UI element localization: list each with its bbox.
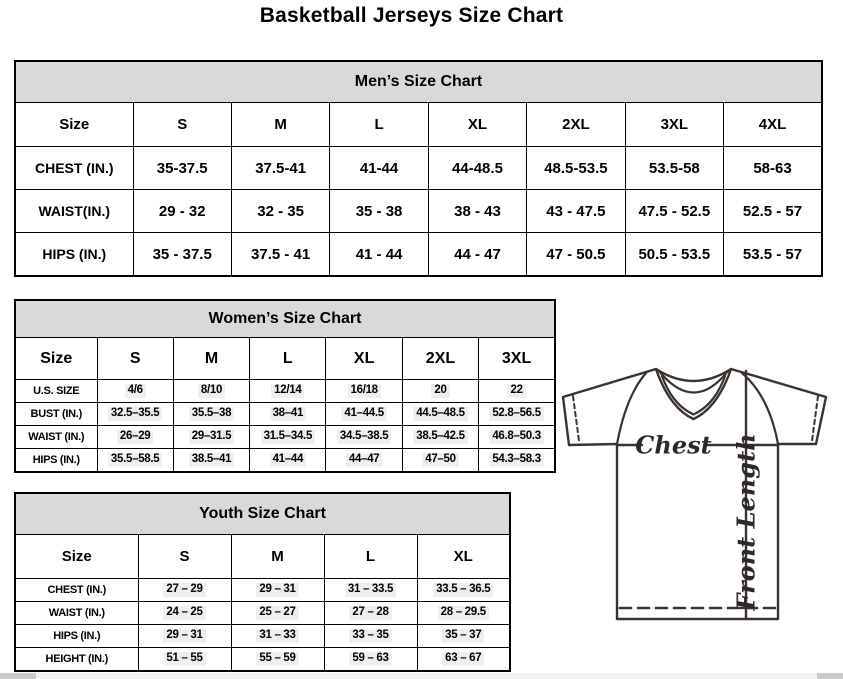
value-cell: 31.5–34.5 [250, 426, 326, 449]
value-cell: 44.5–48.5 [402, 403, 478, 426]
value-cell: 58-63 [724, 147, 822, 190]
value-cell: 52.5 - 57 [724, 190, 822, 233]
value-cell: 22 [479, 380, 555, 403]
corner-header: Size [15, 338, 97, 380]
row-label: HIPS (IN.) [15, 625, 138, 648]
value-cell: 55 – 59 [231, 648, 324, 672]
value-cell: 35 – 37 [417, 625, 510, 648]
value-cell: 47–50 [402, 449, 478, 473]
armhole-seam-right [742, 373, 778, 444]
value-cell: 37.5-41 [231, 147, 329, 190]
value-cell: 29–31.5 [173, 426, 249, 449]
value-cell: 38 - 43 [428, 190, 526, 233]
size-header: S [138, 535, 231, 579]
table-row [15, 403, 555, 426]
size-header: 4XL [724, 103, 822, 147]
size-header: 3XL [479, 338, 555, 380]
value-cell: 54.3–58.3 [479, 449, 555, 473]
size-header: S [97, 338, 173, 380]
value-cell: 38.5–41 [173, 449, 249, 473]
value-cell: 34.5–38.5 [326, 426, 402, 449]
table-row [15, 338, 555, 380]
size-header: M [231, 103, 329, 147]
youth-table-title: Youth Size Chart [15, 493, 510, 535]
value-cell: 41 - 44 [330, 233, 428, 277]
value-cell: 31 – 33.5 [324, 579, 417, 602]
mens-size-table [14, 60, 823, 277]
value-cell: 29 – 31 [138, 625, 231, 648]
sleeve-cuff-dash-left [573, 396, 579, 441]
row-label: HIPS (IN.) [15, 233, 133, 277]
table-row [15, 300, 555, 338]
value-cell: 8/10 [173, 380, 249, 403]
chest-label: Chest [635, 430, 712, 460]
value-cell: 29 – 31 [231, 579, 324, 602]
row-label: U.S. SIZE [15, 380, 97, 403]
value-cell: 44-48.5 [428, 147, 526, 190]
size-header: 2XL [527, 103, 625, 147]
table-row [15, 535, 510, 579]
value-cell: 33.5 – 36.5 [417, 579, 510, 602]
value-cell: 41–44 [250, 449, 326, 473]
row-label: BUST (IN.) [15, 403, 97, 426]
value-cell: 50.5 - 53.5 [625, 233, 723, 277]
value-cell: 27 – 29 [138, 579, 231, 602]
womens-table-title: Women’s Size Chart [15, 300, 555, 338]
value-cell: 59 – 63 [324, 648, 417, 672]
value-cell: 20 [402, 380, 478, 403]
value-cell: 46.8–50.3 [479, 426, 555, 449]
table-row [15, 579, 510, 602]
value-cell: 41–44.5 [326, 403, 402, 426]
size-header: L [324, 535, 417, 579]
jersey-outline [563, 369, 826, 619]
table-row [15, 233, 822, 277]
row-label: WAIST (IN.) [15, 602, 138, 625]
value-cell: 43 - 47.5 [527, 190, 625, 233]
row-label: HEIGHT (IN.) [15, 648, 138, 672]
size-header: XL [428, 103, 526, 147]
value-cell: 47 - 50.5 [527, 233, 625, 277]
value-cell: 27 – 28 [324, 602, 417, 625]
value-cell: 32 - 35 [231, 190, 329, 233]
jersey-measurement-diagram [558, 356, 843, 628]
vneck-outer-line [656, 369, 731, 419]
table-row [15, 103, 822, 147]
value-cell: 26–29 [97, 426, 173, 449]
row-label: WAIST(IN.) [15, 190, 133, 233]
value-cell: 25 – 27 [231, 602, 324, 625]
horizontal-scrollbar[interactable] [0, 673, 843, 679]
value-cell: 51 – 55 [138, 648, 231, 672]
page-title: Basketball Jerseys Size Chart [259, 4, 564, 27]
mens-table-title: Men’s Size Chart [15, 61, 822, 103]
value-cell: 52.8–56.5 [479, 403, 555, 426]
table-row [15, 493, 510, 535]
value-cell: 35 - 37.5 [133, 233, 231, 277]
scrollbar-left-thumb[interactable] [0, 673, 36, 679]
table-row [15, 380, 555, 403]
value-cell: 47.5 - 52.5 [625, 190, 723, 233]
size-header: L [250, 338, 326, 380]
value-cell: 31 – 33 [231, 625, 324, 648]
value-cell: 33 – 35 [324, 625, 417, 648]
table-row [15, 147, 822, 190]
size-header: 2XL [402, 338, 478, 380]
value-cell: 35.5–58.5 [97, 449, 173, 473]
scrollbar-right-button[interactable] [817, 673, 843, 679]
value-cell: 35.5–38 [173, 403, 249, 426]
value-cell: 35-37.5 [133, 147, 231, 190]
value-cell: 4/6 [97, 380, 173, 403]
table-row [15, 426, 555, 449]
size-header: L [330, 103, 428, 147]
value-cell: 41-44 [330, 147, 428, 190]
value-cell: 48.5-53.5 [527, 147, 625, 190]
front-length-label: Front Length [731, 433, 761, 611]
row-label: HIPS (IN.) [15, 449, 97, 473]
size-header: M [173, 338, 249, 380]
corner-header: Size [15, 535, 138, 579]
size-header: M [231, 535, 324, 579]
size-header: 3XL [625, 103, 723, 147]
value-cell: 37.5 - 41 [231, 233, 329, 277]
value-cell: 38–41 [250, 403, 326, 426]
value-cell: 32.5–35.5 [97, 403, 173, 426]
youth-size-table [14, 492, 511, 672]
value-cell: 63 – 67 [417, 648, 510, 672]
table-row [15, 61, 822, 103]
table-row [15, 602, 510, 625]
table-row [15, 648, 510, 672]
womens-size-table [14, 299, 556, 473]
size-header: XL [326, 338, 402, 380]
value-cell: 44 - 47 [428, 233, 526, 277]
corner-header: Size [15, 103, 133, 147]
table-row [15, 190, 822, 233]
value-cell: 24 – 25 [138, 602, 231, 625]
value-cell: 28 – 29.5 [417, 602, 510, 625]
table-row [15, 449, 555, 473]
value-cell: 53.5-58 [625, 147, 723, 190]
table-row [15, 625, 510, 648]
row-label: WAIST (IN.) [15, 426, 97, 449]
row-label: CHEST (IN.) [15, 147, 133, 190]
value-cell: 16/18 [326, 380, 402, 403]
value-cell: 12/14 [250, 380, 326, 403]
row-label: CHEST (IN.) [15, 579, 138, 602]
value-cell: 35 - 38 [330, 190, 428, 233]
value-cell: 44–47 [326, 449, 402, 473]
value-cell: 53.5 - 57 [724, 233, 822, 277]
value-cell: 38.5–42.5 [402, 426, 478, 449]
size-header: XL [417, 535, 510, 579]
value-cell: 29 - 32 [133, 190, 231, 233]
size-header: S [133, 103, 231, 147]
